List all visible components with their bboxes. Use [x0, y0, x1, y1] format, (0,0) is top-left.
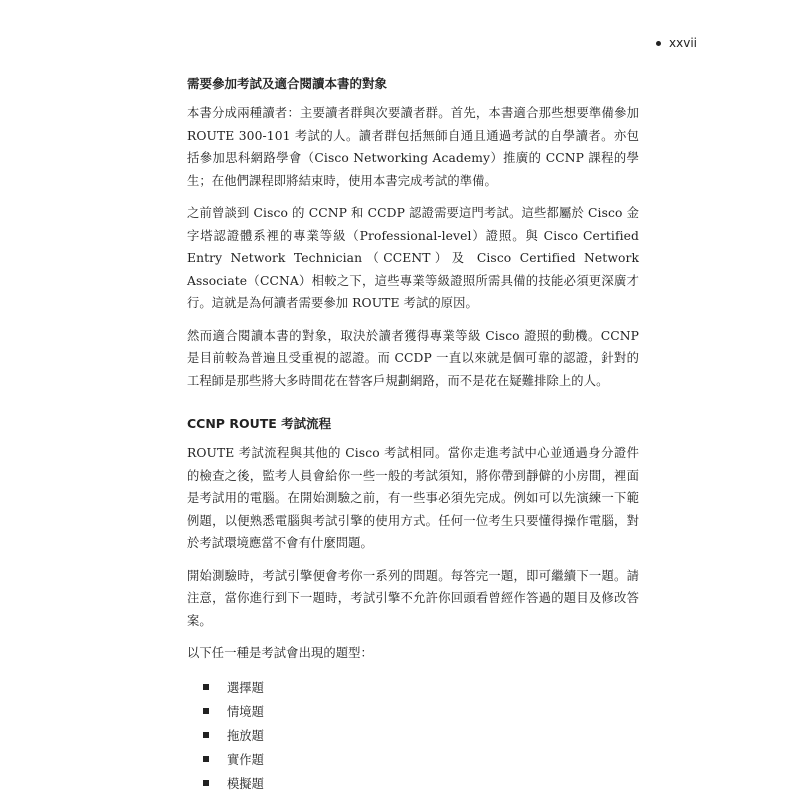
list-item — [203, 747, 639, 771]
list-item-label: 選擇題 — [227, 680, 264, 695]
section-heading-exam-process: CCNP ROUTE 考試流程 — [187, 416, 332, 431]
paragraph-question-types-intro: 以下任一種是考試會出現的題型： — [187, 646, 373, 660]
page-number-dot — [656, 41, 661, 46]
paragraph-certifications: 之前曾談到 Cisco 的 CCNP 和 CCDP 認證需要這門考試。這些都屬於 Cisco 金字塔認證體系裡的專業等級（Professional-level）證照。與 Cisco Certified Entry Network Technician（CCENT）及 Cisco Certified Network Associate（CCNA）相較之下，這些專業等級證照所需具備的技能必須更深廣才行。這就是為何讀者需要參加 ROUTE 考試的原因。 — [187, 206, 639, 310]
list-item — [203, 675, 639, 699]
question-types-list — [187, 675, 639, 795]
paragraph-exam-engine: 開始測驗時，考試引擎便會考你一系列的問題。每答完一題，即可繼續下一題。請注意，當你進行到下一題時，考試引擎不允許你回頭看曾經作答過的題目及修改答案。 — [187, 568, 639, 628]
list-item — [203, 723, 639, 747]
list-item-label: 模擬題 — [227, 776, 264, 791]
list-item-label: 情境題 — [227, 704, 264, 719]
list-item — [203, 699, 639, 723]
page-number-text: xxvii — [669, 36, 697, 50]
paragraph-exam-center: ROUTE 考試流程與其他的 Cisco 考試相同。當你走進考試中心並通過身分證件的檢查之後，監考人員會給你一些一般的考試須知，將你帶到靜僻的小房間，裡面是考試用的電腦。在開始測驗之前，有一些事必須先完成。例如可以先演練一下範例題，以便熟悉電腦與考試引擎的使用方式。任何一位考生只要懂得操作電腦，對於考試環境應當不會有什麼問題。 — [187, 446, 639, 550]
list-item-label: 實作題 — [227, 752, 264, 767]
page-content — [187, 74, 639, 795]
square-bullet-icon — [203, 756, 209, 762]
page-number — [656, 36, 697, 50]
square-bullet-icon — [203, 732, 209, 738]
paragraph-motivation: 然而適合閱讀本書的對象，取決於讀者獲得專業等級 Cisco 證照的動機。CCNP 是目前較為普遍且受重視的認證。而 CCDP 一直以來就是個可靠的認證，針對的工程師是那些將大多時間花在替客戶規劃網路，而不是花在疑難排除上的人。 — [187, 328, 639, 388]
square-bullet-icon — [203, 684, 209, 690]
paragraph-readers: 本書分成兩種讀者：主要讀者群與次要讀者群。首先，本書適合那些想要準備參加 ROUTE 300-101 考試的人。讀者群包括無師自通且通過考試的自學讀者。亦包括參加思科網路學會（Cisco Networking Academy）推廣的 CCNP 課程的學生；在他們課程即將結束時，使用本書完成考試的準備。 — [187, 106, 639, 188]
list-item — [203, 771, 639, 795]
section-heading-audience: 需要參加考試及適合閱讀本書的對象 — [187, 76, 388, 91]
list-item-label: 拖放題 — [227, 728, 264, 743]
square-bullet-icon — [203, 780, 209, 786]
square-bullet-icon — [203, 708, 209, 714]
